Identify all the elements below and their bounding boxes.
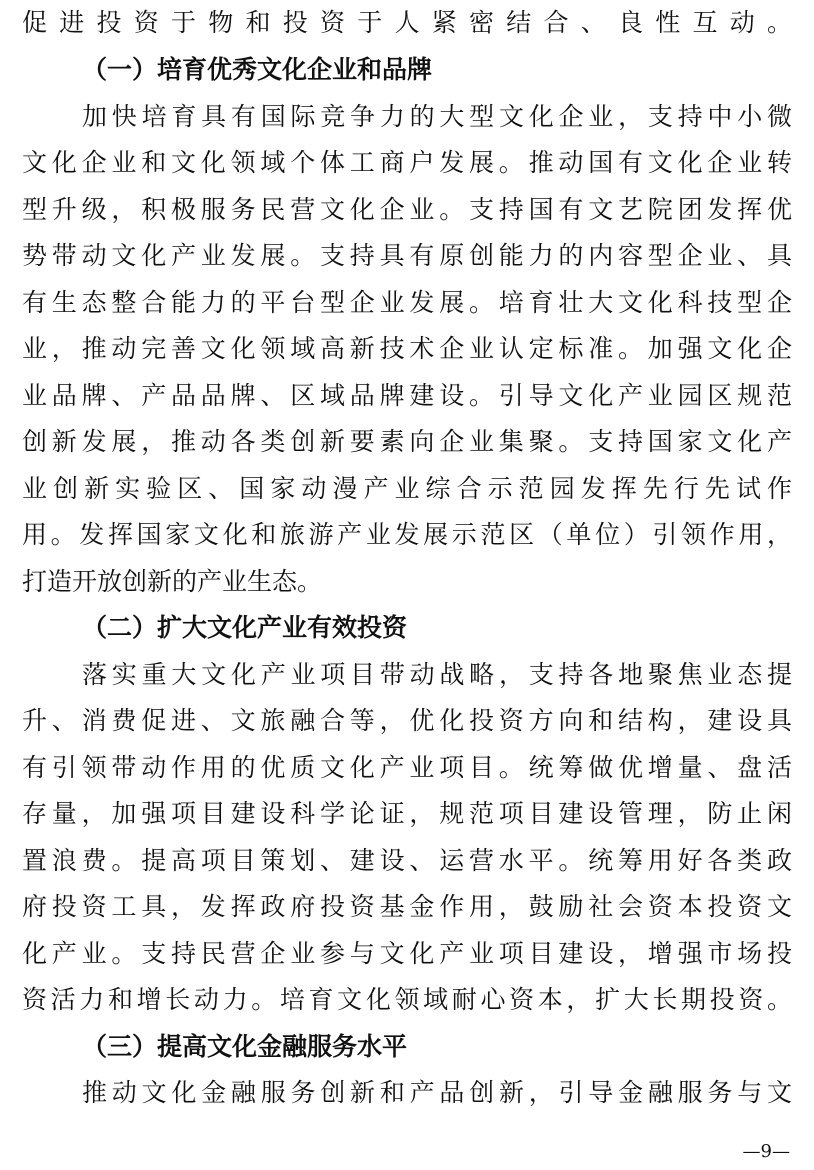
body-text-line: 置浪费。提高项目策划、建设、运营水平。统筹用好各类政 xyxy=(22,846,792,875)
body-text-line: 化产业。支持民营企业参与文化产业项目建设，增强市场投 xyxy=(22,939,792,968)
body-text-line: 存量，加强项目建设科学论证，规范项目建设管理，防止闲 xyxy=(22,799,792,828)
paragraph-2-first-line: 落实重大文化产业项目带动战略，支持各地聚焦业态提 xyxy=(82,660,792,689)
body-text-line: 业品牌、产品品牌、区域品牌建设。引导文化产业园区规范 xyxy=(22,381,792,410)
paragraph-3-first-line: 推动文化金融服务创新和产品创新，引导金融服务与文 xyxy=(82,1078,792,1107)
body-text-line: 府投资工具，发挥政府投资基金作用，鼓励社会资本投资文 xyxy=(22,892,792,921)
body-text-line: 业创新实验区、国家动漫产业综合示范园发挥先行先试作 xyxy=(22,474,792,503)
body-text-line: 升、消费促进、文旅融合等，优化投资方向和结构，建设具 xyxy=(22,706,792,735)
body-text-line: 创新发展，推动各类创新要素向企业集聚。支持国家文化产 xyxy=(22,427,792,456)
section-heading-3: （三）提高文化金融服务水平 xyxy=(82,1032,408,1061)
body-text-line: 有生态整合能力的平台型企业发展。培育壮大文化科技型企 xyxy=(22,288,792,317)
body-text-line: 文化企业和文化领域个体工商户发展。推动国有文化企业转 xyxy=(22,148,792,177)
section-heading-2: （二）扩大文化产业有效投资 xyxy=(82,613,408,642)
section-heading-1: （一）培育优秀文化企业和品牌 xyxy=(82,55,433,84)
page-number: —9— xyxy=(742,1141,790,1162)
body-text-line: 促进投资于物和投资于人紧密结合、良性互动。 xyxy=(22,8,792,37)
paragraph-1-first-line: 加快培育具有国际竞争力的大型文化企业，支持中小微 xyxy=(82,102,792,131)
body-text-line: 型升级，积极服务民营文化企业。支持国有文艺院团发挥优 xyxy=(22,195,792,224)
body-text-line: 业，推动完善文化领域高新技术企业认定标准。加强文化企 xyxy=(22,334,792,363)
paragraph-1-last-line: 打造开放创新的产业生态。 xyxy=(22,567,323,596)
paragraph-2-last-line: 资活力和增长动力。培育文化领域耐心资本，扩大长期投资。 xyxy=(22,985,792,1014)
body-text-line: 有引领带动作用的优质文化产业项目。统筹做优增量、盘活 xyxy=(22,753,792,782)
body-text-line: 用。发挥国家文化和旅游产业发展示范区（单位）引领作用， xyxy=(22,520,792,549)
body-text-line: 势带动文化产业发展。支持具有原创能力的内容型企业、具 xyxy=(22,241,792,270)
